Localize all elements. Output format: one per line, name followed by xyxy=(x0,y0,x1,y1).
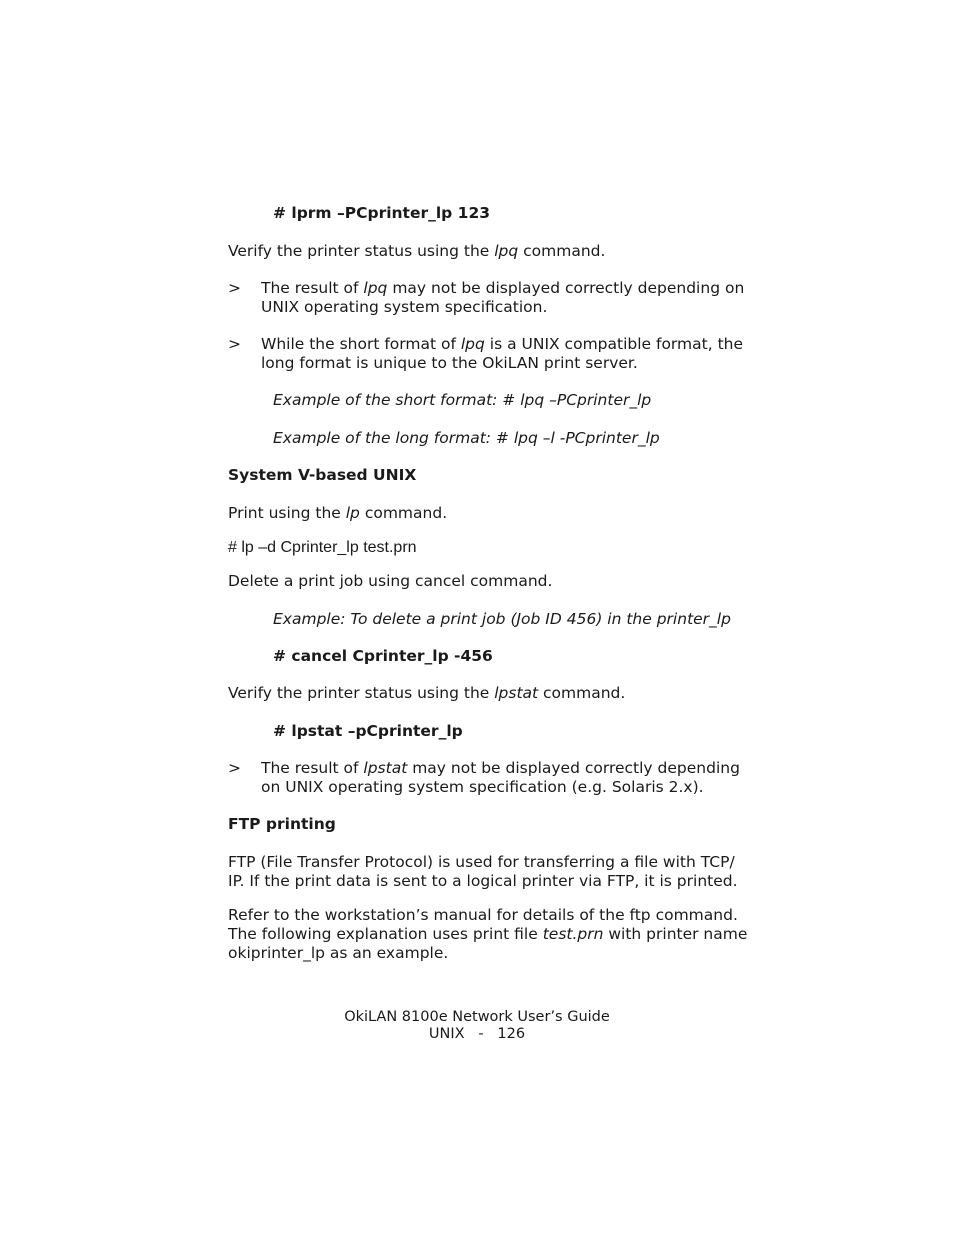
note-lpq-format xyxy=(261,335,761,373)
text-fragment: While the short format of xyxy=(261,335,461,353)
note-line: long format is unique to the OkiLAN print server. xyxy=(261,354,638,372)
footer-title: OkiLAN 8100e Network User’s Guide xyxy=(344,1009,610,1025)
text-fragment: The result of xyxy=(261,279,364,297)
text-fragment-em: lpstat xyxy=(494,684,539,702)
text-fragment-em: lp xyxy=(345,504,360,522)
para-line: Refer to the workstation’s manual for details of the ftp command. xyxy=(228,906,738,924)
cmd-lprm: # lprm –PCprinter_lp 123 xyxy=(273,204,491,222)
text-fragment-em: lpq xyxy=(363,279,388,297)
note-marker: > xyxy=(228,759,241,777)
para-line: okiprinter_lp as an example. xyxy=(228,944,449,962)
cmd-lpstat: # lpstat –pCprinter_lp xyxy=(273,722,463,740)
cmd-cancel: # cancel Cprinter_lp -456 xyxy=(273,647,493,665)
note-line xyxy=(261,335,761,354)
note-lpstat-result xyxy=(261,759,761,797)
text-fragment: command. xyxy=(538,684,626,702)
example-short-format: Example of the short format: # lpq –PCprinter_lp xyxy=(273,391,652,409)
verify-lpq-text xyxy=(228,242,758,261)
delete-job-text: Delete a print job using cancel command. xyxy=(228,572,553,590)
text-fragment: Verify the printer status using the xyxy=(228,684,495,702)
text-fragment-em: lpstat xyxy=(363,759,408,777)
text-fragment: Verify the printer status using the xyxy=(228,242,495,260)
note-lpq-result xyxy=(261,279,761,317)
para-line: IP. If the print data is sent to a logical printer via FTP, it is printed. xyxy=(228,872,738,890)
text-fragment: with printer name xyxy=(603,925,748,943)
example-delete: Example: To delete a print job (Job ID 456) in the printer_lp xyxy=(273,610,731,628)
text-fragment-em: lpq xyxy=(494,242,519,260)
text-fragment-em: test.prn xyxy=(542,925,604,943)
footer-page-number: UNIX - 126 xyxy=(428,1026,526,1042)
text-fragment: Print using the xyxy=(228,504,346,522)
text-fragment: The result of xyxy=(261,759,364,777)
note-line xyxy=(261,759,761,778)
text-fragment: command. xyxy=(518,242,606,260)
para-line: FTP (File Transfer Protocol) is used for transferring a file with TCP/ xyxy=(228,853,735,871)
note-line: UNIX operating system specification. xyxy=(261,298,548,316)
cmd-lp: # lp –d Cprinter_lp test.prn xyxy=(228,539,417,556)
text-fragment: is a UNIX compatible format, the xyxy=(484,335,744,353)
print-lp-text xyxy=(228,504,758,523)
text-fragment: command. xyxy=(359,504,448,522)
verify-lpstat-text xyxy=(228,684,758,703)
note-marker: > xyxy=(228,335,241,353)
note-line: on UNIX operating system specification (e.g. Solaris 2.x). xyxy=(261,778,704,796)
heading-ftp-printing: FTP printing xyxy=(228,815,336,833)
text-fragment-em: lpq xyxy=(460,335,485,353)
heading-system-v: System V-based UNIX xyxy=(228,466,417,484)
text-fragment: may not be displayed correctly depending xyxy=(407,759,740,777)
text-fragment: The following explanation uses print file xyxy=(228,925,543,943)
example-long-format: Example of the long format: # lpq –l -PCprinter_lp xyxy=(273,429,660,447)
ftp-paragraph xyxy=(228,853,758,891)
text-fragment: may not be displayed correctly depending on xyxy=(387,279,745,297)
note-line xyxy=(261,279,761,298)
para-line xyxy=(228,925,758,944)
refer-paragraph xyxy=(228,906,758,963)
note-marker: > xyxy=(228,279,241,297)
